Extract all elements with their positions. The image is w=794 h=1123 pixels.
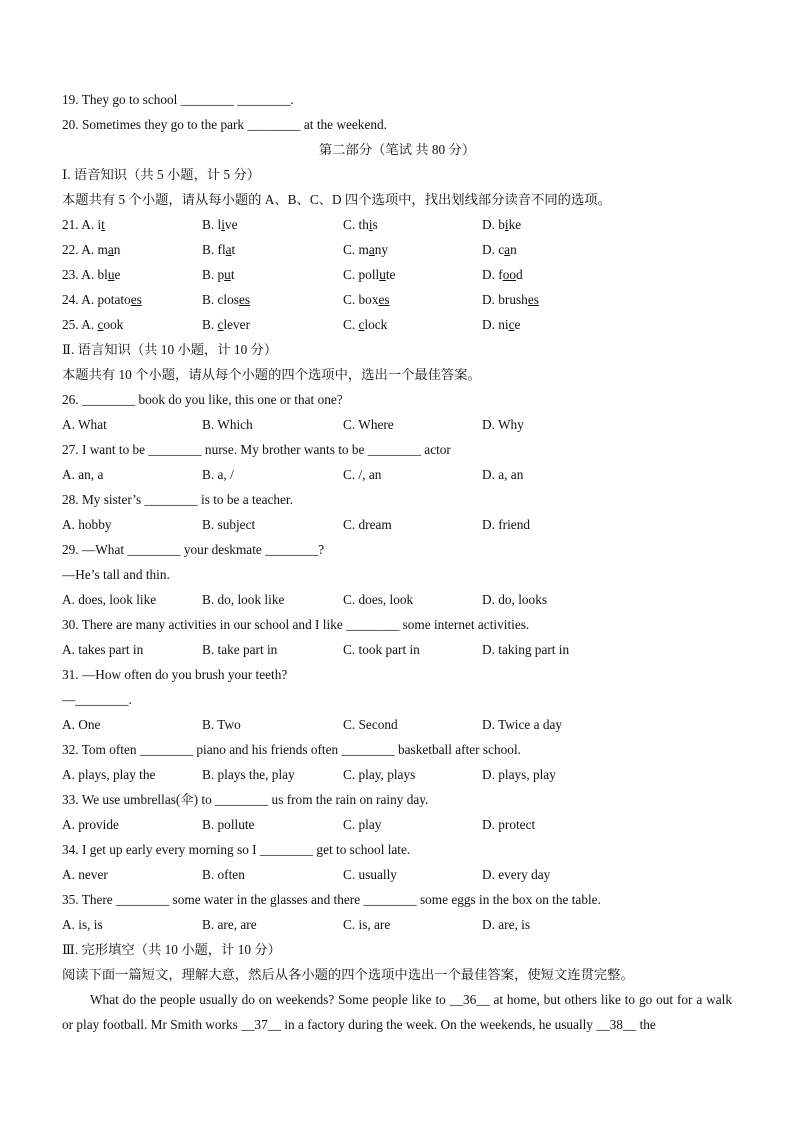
option-35b: B. are, are — [202, 917, 257, 932]
option-26a: A. What — [62, 417, 107, 432]
option-31d: D. Twice a day — [482, 717, 563, 732]
section-3-instructions: 阅读下面一篇短文，理解大意，然后从各小题的四个选项中选出一个最佳答案，使短文连贯完整。 — [62, 967, 634, 982]
underlined-letters: es — [527, 292, 539, 307]
underlined-letters: c — [358, 317, 365, 332]
option-27a: A. an, a — [62, 467, 104, 482]
underlined-letters: oo — [502, 267, 516, 282]
option-28b: B. subject — [202, 517, 256, 532]
underlined-letters: u — [107, 267, 115, 282]
options-33 — [62, 812, 732, 837]
question-31: 31. —How often do you brush your teeth? — [62, 667, 288, 682]
underlined-letters: i — [504, 217, 509, 232]
option-32d: D. plays, play — [482, 767, 556, 782]
option-35d: D. are, is — [482, 917, 530, 932]
underlined-letters: c — [97, 317, 104, 332]
option-30b: B. take part in — [202, 642, 278, 657]
option-29d: D. do, looks — [482, 592, 548, 607]
option-28a: A. hobby — [62, 517, 112, 532]
options-32 — [62, 762, 732, 787]
phonics-option: D. food — [482, 267, 523, 282]
option-32b: B. plays the, play — [202, 767, 295, 782]
cloze-passage: What do the people usually do on weekends? Some people like to __36__ at home, but others like to go out for a walk or play football. Mr Smith works __37__ in a factory during the week. On the weekends, he usually __38__ the — [62, 992, 732, 1032]
question-19: 19. They go to school ________ ________. — [62, 92, 294, 107]
options-29 — [62, 587, 732, 612]
question-31-response: —________. — [62, 692, 132, 707]
option-32a: A. plays, play the — [62, 767, 156, 782]
question-30: 30. There are many activities in our school and I like ________ some internet activities. — [62, 617, 530, 632]
option-34a: A. never — [62, 867, 108, 882]
phonics-option: 22. A. man — [62, 242, 121, 257]
question-27: 27. I want to be ________ nurse. My brother wants to be ________ actor — [62, 442, 451, 457]
phonics-option: B. clever — [202, 317, 251, 332]
phonics-option: B. flat — [202, 242, 236, 257]
phonics-question-21 — [62, 212, 732, 237]
options-26 — [62, 412, 732, 437]
options-30 — [62, 637, 732, 662]
option-34d: D. every day — [482, 867, 551, 882]
phonics-questions — [62, 212, 732, 337]
option-29c: C. does, look — [343, 592, 414, 607]
underlined-letters: i — [221, 217, 225, 232]
option-35c: C. is, are — [343, 917, 391, 932]
option-33a: A. provide — [62, 817, 119, 832]
question-33: 33. We use umbrellas(伞) to ________ us from the rain on rainy day. — [62, 792, 429, 807]
option-34b: B. often — [202, 867, 245, 882]
exam-page — [62, 87, 732, 1037]
phonics-question-24 — [62, 287, 732, 312]
option-26d: D. Why — [482, 417, 524, 432]
option-30a: A. takes part in — [62, 642, 144, 657]
options-34 — [62, 862, 732, 887]
option-29a: A. does, look like — [62, 592, 157, 607]
option-30d: D. taking part in — [482, 642, 570, 657]
question-32: 32. Tom often ________ piano and his friends often ________ basketball after school. — [62, 742, 521, 757]
underlined-letters: u — [379, 267, 386, 282]
phonics-option: C. this — [343, 217, 378, 232]
underlined-letters: es — [378, 292, 390, 307]
option-26c: C. Where — [343, 417, 394, 432]
underlined-letters: a — [107, 242, 114, 257]
phonics-option: D. bike — [482, 217, 522, 232]
phonics-option: D. brushes — [482, 292, 539, 307]
options-35 — [62, 912, 732, 937]
phonics-option: D. nice — [482, 317, 521, 332]
underlined-letters: i — [368, 217, 373, 232]
options-31 — [62, 712, 732, 737]
option-31c: C. Second — [343, 717, 398, 732]
option-26b: B. Which — [202, 417, 253, 432]
phonics-question-23 — [62, 262, 732, 287]
option-33d: D. protect — [482, 817, 536, 832]
options-28 — [62, 512, 732, 537]
option-31b: B. Two — [202, 717, 241, 732]
phonics-option: B. closes — [202, 292, 251, 307]
question-29: 29. —What ________ your deskmate ________? — [62, 542, 325, 557]
underlined-letters: u — [224, 267, 231, 282]
question-20: 20. Sometimes they go to the park ________ at the weekend. — [62, 117, 387, 132]
option-29b: B. do, look like — [202, 592, 285, 607]
underlined-letters: t — [101, 217, 105, 232]
underlined-letters: a — [368, 242, 375, 257]
part-two-heading: 第二部分（笔试 共 80 分） — [318, 142, 476, 157]
option-35a: A. is, is — [62, 917, 103, 932]
section-1-title: Ⅰ. 语音知识（共 5 小题，计 5 分） — [62, 167, 261, 182]
question-29-response: —He’s tall and thin. — [62, 567, 170, 582]
option-27b: B. a, / — [202, 467, 234, 482]
option-33c: C. play — [343, 817, 382, 832]
phonics-option: B. live — [202, 217, 238, 232]
phonics-question-25 — [62, 312, 732, 337]
phonics-option: B. put — [202, 267, 235, 282]
option-34c: C. usually — [343, 867, 397, 882]
underlined-letters: c — [508, 317, 515, 332]
option-27d: D. a, an — [482, 467, 524, 482]
section-2-title: Ⅱ. 语言知识（共 10 小题，计 10 分） — [62, 342, 278, 357]
question-34: 34. I get up early every morning so I ________ get to school late. — [62, 842, 411, 857]
underlined-letters: es — [130, 292, 142, 307]
phonics-option: D. can — [482, 242, 517, 257]
phonics-option: C. boxes — [343, 292, 390, 307]
phonics-option: C. pollute — [343, 267, 396, 282]
question-35: 35. There ________ some water in the glasses and there ________ some eggs in the box on the table. — [62, 892, 601, 907]
section-2-instructions: 本题共有 10 个小题，请从每个小题的四个选项中，选出一个最佳答案。 — [62, 367, 481, 382]
section-3-title: Ⅲ. 完形填空（共 10 小题，计 10 分） — [62, 942, 281, 957]
phonics-option: 23. A. blue — [62, 267, 121, 282]
underlined-letters: c — [217, 317, 224, 332]
underlined-letters: es — [238, 292, 251, 307]
option-28d: D. friend — [482, 517, 530, 532]
phonics-question-22 — [62, 237, 732, 262]
option-30c: C. took part in — [343, 642, 420, 657]
underlined-letters: a — [504, 242, 511, 257]
section-1-instructions: 本题共有 5 个小题，请从每小题的 A、B、C、D 四个选项中，找出划线部分读音不同的选项。 — [62, 192, 611, 207]
option-27c: C. /, an — [343, 467, 382, 482]
phonics-option: 21. A. it — [62, 217, 105, 232]
question-26: 26. ________ book do you like, this one or that one? — [62, 392, 343, 407]
option-28c: C. dream — [343, 517, 392, 532]
option-32c: C. play, plays — [343, 767, 416, 782]
phonics-option: C. many — [343, 242, 389, 257]
phonics-option: 25. A. cook — [62, 317, 124, 332]
option-31a: A. One — [62, 717, 101, 732]
option-33b: B. pollute — [202, 817, 255, 832]
phonics-option: 24. A. potatoes — [62, 292, 142, 307]
underlined-letters: a — [225, 242, 232, 257]
options-27 — [62, 462, 732, 487]
question-28: 28. My sister’s ________ is to be a teacher. — [62, 492, 293, 507]
phonics-option: C. clock — [343, 317, 388, 332]
